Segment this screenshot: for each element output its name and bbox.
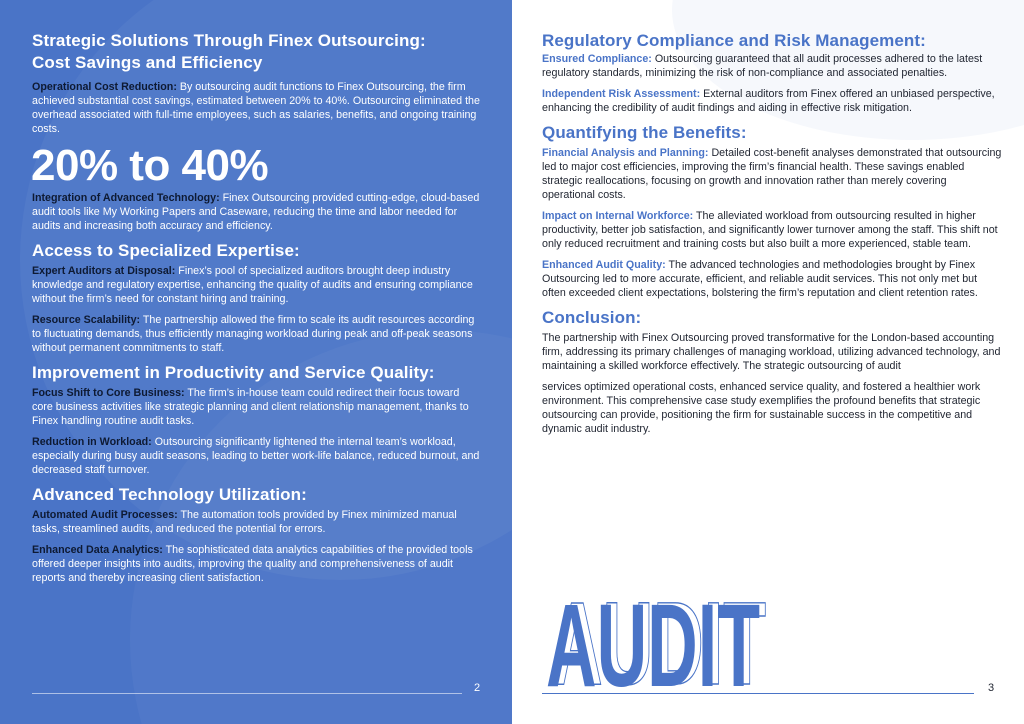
audit-wordmark (546, 578, 766, 690)
lead-risk-assessment: Independent Risk Assessment: (542, 88, 701, 100)
text-data-analytics: The sophisticated data analytics capabilities of the provided tools offered deeper insights into audits, improving the quality and comprehensiveness of audit reports and thereby increasing client satisfaction. (32, 544, 473, 584)
text-financial-analysis: Detailed cost-benefit analyses demonstrated that outsourcing led to major cost efficiencies, improving the firm’s financial health. These savings enabled strategic reallocations, focusing on growth and innovation rather than merely covering operational costs. (542, 147, 1002, 201)
lead-workload-reduction: Reduction in Workload: (32, 436, 152, 448)
left-page-content (32, 30, 482, 592)
text-focus-shift: The firm’s in-house team could redirect their focus toward core business activities like strategic planning and client relationship management, thanks to Finex handling routine audit tasks. (32, 387, 469, 427)
page-title: Strategic Solutions Through Finex Outsourcing: (32, 31, 426, 50)
lead-audit-quality: Enhanced Audit Quality: (542, 259, 666, 271)
right-page-content (542, 30, 1002, 443)
section-heading-cost-savings: Cost Savings and Efficiency (32, 53, 263, 72)
audit-wordmark-fill: AUDIT (546, 580, 760, 690)
text-internal-workforce: The alleviated workload from outsourcing resulted in higher productivity, better job satisfaction, and significantly lower turnover among the staff. This shift not only reduced recruitment and training costs but also built a more experienced, stable team. (542, 210, 998, 250)
section-heading-expertise: Access to Specialized Expertise: (32, 241, 300, 260)
paragraph-expert-auditors (32, 264, 482, 306)
section-heading-benefits: Quantifying the Benefits: (542, 123, 747, 142)
text-workload-reduction: Outsourcing significantly lightened the internal team’s workload, especially during busy audit seasons, leading to better work-life balance, reduced burnout, and decreased staff turnover. (32, 436, 480, 476)
footer-rule (32, 693, 462, 694)
paragraph-data-analytics (32, 543, 482, 585)
lead-data-analytics: Enhanced Data Analytics: (32, 544, 163, 556)
lead-internal-workforce: Impact on Internal Workforce: (542, 210, 694, 222)
paragraph-financial-analysis (542, 146, 1002, 202)
big-stat: 20% to 40% (31, 141, 269, 190)
section-heading-conclusion: Conclusion: (542, 308, 642, 327)
text-ensured-compliance: Outsourcing guaranteed that all audit processes adhered to the latest regulatory standards, minimizing the risk of non-compliance and associated penalties. (542, 53, 983, 79)
footer-rule (542, 693, 974, 694)
paragraph-operational-cost (32, 80, 482, 136)
text-automated-processes: The automation tools provided by Finex minimized manual tasks, streamlined audits, and reduced the potential for errors. (32, 509, 457, 535)
lead-financial-analysis: Financial Analysis and Planning: (542, 147, 709, 159)
text-audit-quality: The advanced technologies and methodologies brought by Finex Outsourcing led to more accurate, efficient, and reliable audit services. This not only met but often exceeded client expectations, bolstering the firm’s reputation and client retention rates. (542, 259, 978, 299)
text-risk-assessment: External auditors from Finex offered an unbiased perspective, enhancing the credibility of audit findings and aiding in effective risk mitigation. (542, 88, 995, 114)
lead-expert-auditors: Expert Auditors at Disposal: (32, 265, 176, 277)
text-expert-auditors: Finex’s pool of specialized auditors brought deep industry knowledge and regulatory expertise, enhancing the quality of audits and ensuring compliance without the firm’s need for constant hiring and training. (32, 265, 473, 305)
page-number: 2 (474, 682, 481, 694)
lead-operational-cost: Operational Cost Reduction: (32, 81, 177, 93)
paragraph-internal-workforce (542, 209, 1002, 251)
lead-resource-scalability: Resource Scalability: (32, 314, 141, 326)
right-page (512, 0, 1024, 724)
lead-focus-shift: Focus Shift to Core Business: (32, 387, 185, 399)
section-heading-technology: Advanced Technology Utilization: (32, 485, 307, 504)
text-resource-scalability: The partnership allowed the firm to scale its audit resources according to fluctuating demands, thus efficiently managing workload during peak and off-peak seasons without permanent commitments to staff. (32, 314, 475, 354)
audit-wordmark-outline: AUDIT (552, 578, 766, 690)
lead-advanced-technology: Integration of Advanced Technology: (32, 192, 220, 204)
text-operational-cost: By outsourcing audit functions to Finex Outsourcing, the firm achieved substantial cost savings, estimated between 20% to 40%. Outsourcing eliminated the overhead associated with full-time employees, such as salaries, benefits, and ongoing training costs. (32, 81, 480, 135)
section-heading-compliance: Regulatory Compliance and Risk Management: (542, 31, 926, 50)
lead-automated-processes: Automated Audit Processes: (32, 509, 178, 521)
paragraph-risk-assessment (542, 87, 1002, 115)
page-number: 3 (988, 682, 995, 694)
paragraph-resource-scalability (32, 313, 482, 355)
paragraph-automated-processes (32, 508, 482, 536)
paragraph-conclusion-2: services optimized operational costs, enhanced service quality, and fostered a healthier work environment. This comprehensive case study exemplifies the profound benefits that strategic outsourcing can provide, positioning the firm for sustainable success in the competitive and dynamic audit industry. (542, 381, 981, 435)
paragraph-audit-quality (542, 258, 1002, 300)
paragraph-conclusion-1: The partnership with Finex Outsourcing proved transformative for the London-based accounting firm, addressing its primary challenges of managing workload, utilizing advanced technology, and maintaining a skilled workforce effectively. The strategic outsourcing of audit (542, 332, 1001, 372)
section-heading-productivity: Improvement in Productivity and Service Quality: (32, 363, 435, 382)
lead-ensured-compliance: Ensured Compliance: (542, 53, 652, 65)
paragraph-workload-reduction (32, 435, 482, 477)
paragraph-ensured-compliance (542, 52, 1002, 80)
text-advanced-technology: Finex Outsourcing provided cutting-edge, cloud-based audit tools like My Working Papers and Caseware, reducing the time and labor needed for audits and increasing both accuracy and efficiency. (32, 192, 480, 232)
paragraph-advanced-technology (32, 191, 482, 233)
paragraph-focus-shift (32, 386, 482, 428)
